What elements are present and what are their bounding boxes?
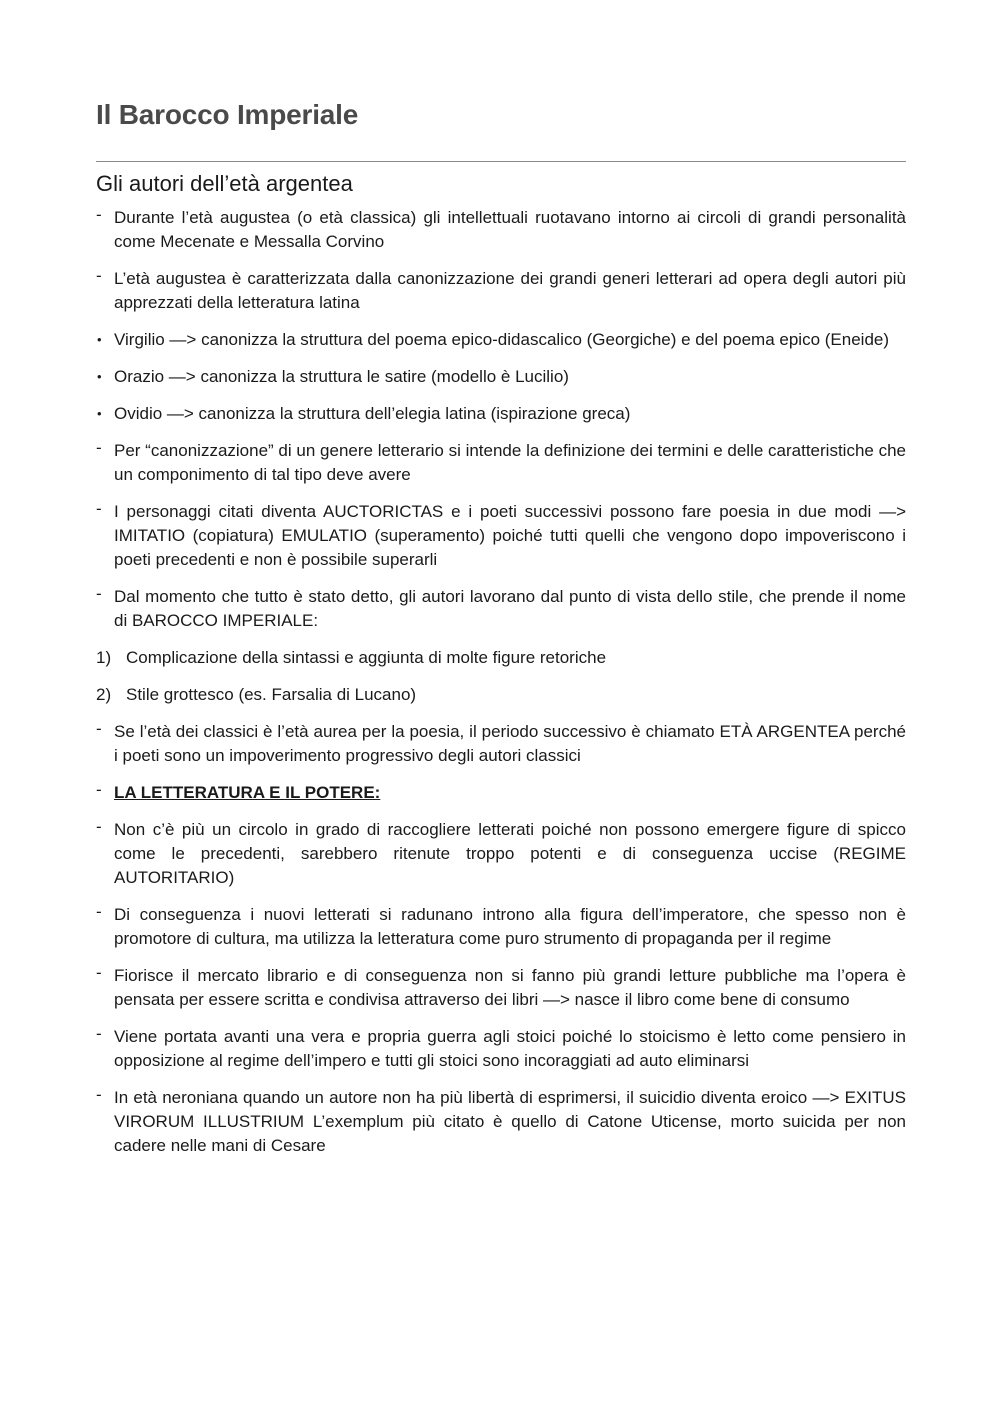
dash-marker: - — [96, 963, 102, 982]
dash-marker: - — [96, 1085, 102, 1104]
list-item — [96, 1086, 906, 1158]
item-text: Dal momento che tutto è stato detto, gli autori lavorano dal punto di vista dello stile, che prende il nome di BAROCCO IMPERIALE: — [114, 587, 906, 630]
list-item — [96, 903, 906, 951]
list-item — [96, 1025, 906, 1073]
dash-marker: - — [96, 902, 102, 921]
section-heading: LA LETTERATURA E IL POTERE: — [114, 783, 381, 802]
bullet-list-item — [96, 402, 906, 426]
item-text: Ovidio —> canonizza la struttura dell’elegia latina (ispirazione greca) — [114, 404, 631, 423]
bullet-list-item — [96, 328, 906, 352]
number-marker: 2) — [96, 685, 112, 704]
dash-marker: - — [96, 780, 102, 799]
dash-marker: - — [96, 817, 102, 836]
dash-marker: - — [96, 1024, 102, 1043]
list-item — [96, 500, 906, 572]
notes-list — [96, 206, 906, 1158]
dash-marker: - — [96, 719, 102, 738]
dash-marker: - — [96, 438, 102, 457]
document-page — [96, 95, 906, 1171]
list-item — [96, 267, 906, 315]
title-divider — [96, 161, 906, 162]
item-text: I personaggi citati diventa AUCTORICTAS e i poeti successivi possono fare poesia in due modi —> IMITATIO (copiatura) EMULATIO (superamento) poiché tutti quelli che vengono dopo impoveriscono i poeti precedenti e non è possibile superarli — [114, 502, 906, 569]
item-text: L’età augustea è caratterizzata dalla canonizzazione dei grandi generi letterari ad opera degli autori più apprezzati della letteratura latina — [114, 269, 906, 312]
numbered-list-item — [96, 683, 906, 707]
dash-marker: - — [96, 205, 102, 224]
bullet-marker: • — [97, 406, 102, 421]
dash-marker: - — [96, 499, 102, 518]
list-item — [96, 585, 906, 633]
bullet-list-item — [96, 365, 906, 389]
list-item — [96, 781, 906, 805]
numbered-list-item — [96, 646, 906, 670]
section-subtitle: Gli autori dell’età argentea — [96, 171, 353, 196]
page-title: Il Barocco Imperiale — [96, 99, 359, 130]
dash-marker: - — [96, 584, 102, 603]
item-text: Di conseguenza i nuovi letterati si radunano introno alla figura dell’imperatore, che spesso non è promotore di cultura, ma utilizza la letteratura come puro strumento di propaganda per il regime — [114, 905, 906, 948]
item-text: Fiorisce il mercato librario e di conseguenza non si fanno più grandi letture pubbliche ma l’opera è pensata per essere scritta e condivisa attraverso dei libri —> nasce il libro come bene di consumo — [114, 966, 906, 1009]
item-text: In età neroniana quando un autore non ha più libertà di esprimersi, il suicidio diventa eroico —> EXITUS VIRORUM ILLUSTRIUM L’exemplum più citato è quello di Catone Uticense, morto suicida per non cadere nelle mani di Cesare — [114, 1088, 906, 1155]
item-text: Durante l’età augustea (o età classica) gli intellettuali ruotavano intorno ai circoli di grandi personalità come Mecenate e Messalla Corvino — [114, 208, 906, 251]
item-text: Viene portata avanti una vera e propria guerra agli stoici poiché lo stoicismo è letto come pensiero in opposizione al regime dell’impero e tutti gli stoici sono incoraggiati ad auto eliminarsi — [114, 1027, 906, 1070]
bullet-marker: • — [97, 332, 102, 347]
item-text: Se l’età dei classici è l’età aurea per la poesia, il periodo successivo è chiamato ETÀ ARGENTEA perché i poeti sono un impoverimento progressivo degli autori classici — [114, 722, 906, 765]
list-item — [96, 964, 906, 1012]
bullet-marker: • — [97, 369, 102, 384]
list-item — [96, 206, 906, 254]
item-text: Virgilio —> canonizza la struttura del poema epico-didascalico (Georgiche) e del poema epico (Eneide) — [114, 330, 890, 349]
number-marker: 1) — [96, 648, 112, 667]
item-text: Stile grottesco (es. Farsalia di Lucano) — [126, 685, 417, 704]
item-text: Per “canonizzazione” di un genere letterario si intende la definizione dei termini e delle caratteristiche che un componimento di tal tipo deve avere — [114, 441, 906, 484]
item-text: Orazio —> canonizza la struttura le satire (modello è Lucilio) — [114, 367, 569, 386]
item-text: Non c’è più un circolo in grado di raccogliere letterati poiché non possono emergere figure di spicco come le precedenti, sarebbero ritenute troppo potenti e di conseguenza uccise (REGIME AUTORITARIO) — [114, 820, 906, 887]
dash-marker: - — [96, 266, 102, 285]
item-text: Complicazione della sintassi e aggiunta di molte figure retoriche — [126, 648, 607, 667]
list-item — [96, 818, 906, 890]
list-item — [96, 439, 906, 487]
list-item — [96, 720, 906, 768]
